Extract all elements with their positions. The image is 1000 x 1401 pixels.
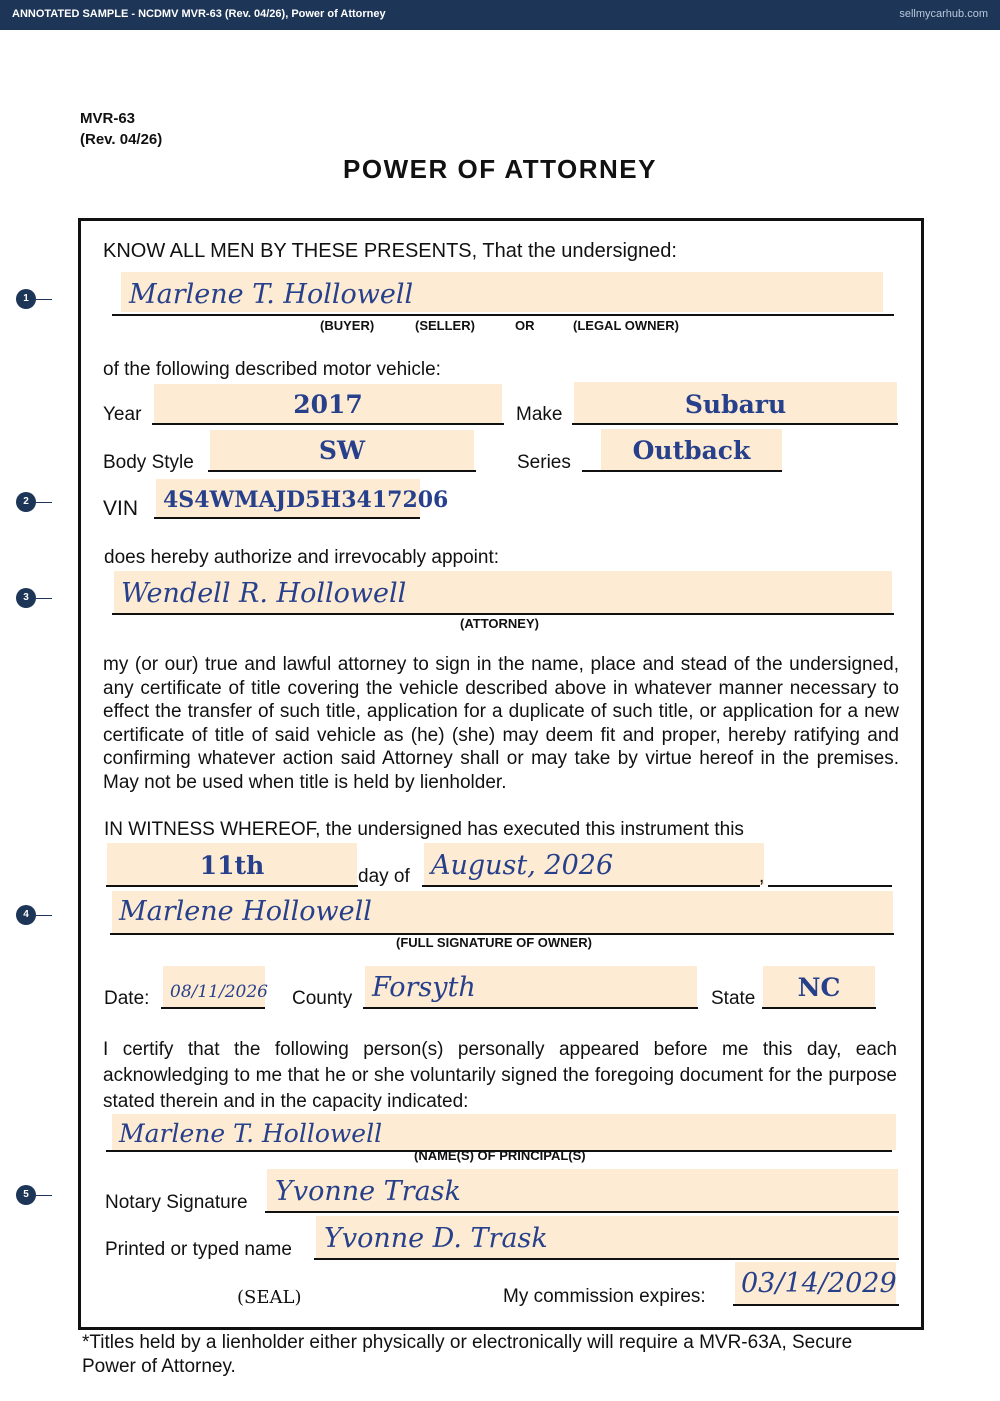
annotation-tick — [36, 915, 52, 916]
annotation-marker-2: 2 — [16, 492, 36, 512]
state-label: State — [711, 988, 756, 1009]
body-style-field[interactable]: SW — [318, 436, 366, 465]
make-label: Make — [516, 404, 563, 425]
annotation-marker-3: 3 — [16, 588, 36, 608]
principals-caption: (NAME(S) OF PRINCIPAL(S) — [414, 1148, 586, 1163]
notary-signature-label: Notary Signature — [105, 1192, 248, 1213]
annotation-marker-4: 4 — [16, 905, 36, 925]
series-line — [582, 470, 782, 472]
form-title: POWER OF ATTORNEY — [343, 154, 657, 184]
annotation-marker-1: 1 — [16, 289, 36, 309]
annotation-tick — [36, 299, 52, 300]
seal-label: (SEAL) — [237, 1287, 302, 1308]
vin-field[interactable]: 4S4WMAJD5H3417206 — [163, 487, 449, 513]
seller-caption: (SELLER) — [415, 318, 475, 333]
commission-field[interactable]: 03/14/2029 — [741, 1268, 897, 1299]
year-line — [152, 423, 504, 425]
state-line — [762, 1007, 876, 1009]
intro-text: KNOW ALL MEN BY THESE PRESENTS, That the undersigned: — [103, 240, 677, 262]
footnote: *Titles held by a lienholder either physically or electronically will require a MVR-63A, Secure Power of Attorney. — [82, 1332, 853, 1377]
year-field[interactable]: 2017 — [293, 390, 363, 419]
principal-name-field[interactable]: Marlene T. Hollowell — [119, 1119, 383, 1148]
date-field[interactable]: 08/11/2026 — [170, 982, 268, 1002]
certify-paragraph: I certify that the following person(s) personally appeared before me this day, each acknowledging to me that he or she voluntarily signed the foregoing document for the purpose stated therein and in the capacity indicated: — [103, 1039, 897, 1112]
notary-signature-field[interactable]: Yvonne Trask — [275, 1176, 461, 1207]
month-year-line — [422, 885, 760, 887]
form-code: MVR-63 — [80, 110, 136, 127]
date-label: Date: — [104, 988, 150, 1009]
annotation-tick — [36, 598, 52, 599]
body-style-line — [208, 470, 476, 472]
day-field[interactable]: 11th — [199, 851, 265, 880]
attorney-caption: (ATTORNEY) — [460, 616, 539, 631]
or-caption: OR — [515, 318, 535, 333]
annotation-tick — [36, 1195, 52, 1196]
series-label: Series — [517, 452, 571, 473]
attorney-name-line — [112, 613, 894, 615]
form-revision: (Rev. 04/26) — [80, 131, 163, 148]
extra-year-line — [768, 885, 892, 887]
printed-name-label: Printed or typed name — [105, 1239, 292, 1260]
full-signature-caption: (FULL SIGNATURE OF OWNER) — [396, 935, 592, 950]
annotation-marker-5: 5 — [16, 1185, 36, 1205]
vin-label: VIN — [103, 497, 139, 520]
buyer-caption: (BUYER) — [320, 318, 375, 333]
banner-title: ANNOTATED SAMPLE - NCDMV MVR-63 (Rev. 04/26), Power of Attorney — [12, 8, 386, 20]
notary-printed-line — [314, 1258, 899, 1260]
owner-name-line — [112, 314, 894, 316]
owner-signature-field[interactable]: Marlene Hollowell — [119, 896, 372, 927]
date-line — [161, 1007, 265, 1009]
notary-signature-line — [265, 1211, 899, 1213]
county-field[interactable]: Forsyth — [372, 972, 476, 1003]
body-style-label: Body Style — [103, 452, 194, 473]
comma-label: , — [759, 866, 765, 887]
series-field[interactable]: Outback — [632, 436, 751, 465]
attorney-name-field[interactable]: Wendell R. Hollowell — [121, 578, 407, 609]
make-field[interactable]: Subaru — [684, 390, 787, 419]
commission-line — [733, 1304, 899, 1306]
annotation-tick — [36, 502, 52, 503]
state-field[interactable]: NC — [797, 973, 841, 1002]
legal-owner-caption: (LEGAL OWNER) — [573, 318, 679, 333]
form-id — [80, 108, 162, 150]
year-label: Year — [103, 404, 142, 425]
month-year-field[interactable]: August, 2026 — [431, 850, 614, 881]
banner-site[interactable]: sellmycarhub.com — [899, 8, 988, 20]
day-of-label: day of — [358, 866, 410, 887]
county-label: County — [292, 988, 353, 1009]
vehicle-intro-text: of the following described motor vehicle: — [103, 359, 441, 380]
appoint-text: does hereby authorize and irrevocably appoint: — [104, 547, 500, 568]
notary-printed-field[interactable]: Yvonne D. Trask — [324, 1223, 548, 1254]
commission-label: My commission expires: — [503, 1286, 706, 1307]
make-line — [572, 423, 898, 425]
authority-paragraph: my (or our) true and lawful attorney to sign in the name, place and stead of the undersigned, any certificate of title covering the vehicle described above in whatever manner necessary to effect the transfer of such title, application for a duplicate of such title, or application for a new certificate of title of said vehicle as (he) (she) may deem fit and proper, hereby ratifying and confirming whatever action said Attorney shall or may take by virtue hereof in the premises. May not be used when title is held by lienholder. — [103, 654, 899, 793]
owner-name-field[interactable]: Marlene T. Hollowell — [129, 279, 414, 310]
annotation-banner — [0, 0, 1000, 30]
county-line — [363, 1007, 698, 1009]
witness-text: IN WITNESS WHEREOF, the undersigned has executed this instrument this — [104, 819, 744, 840]
vin-line — [154, 517, 420, 519]
day-line — [106, 885, 358, 887]
